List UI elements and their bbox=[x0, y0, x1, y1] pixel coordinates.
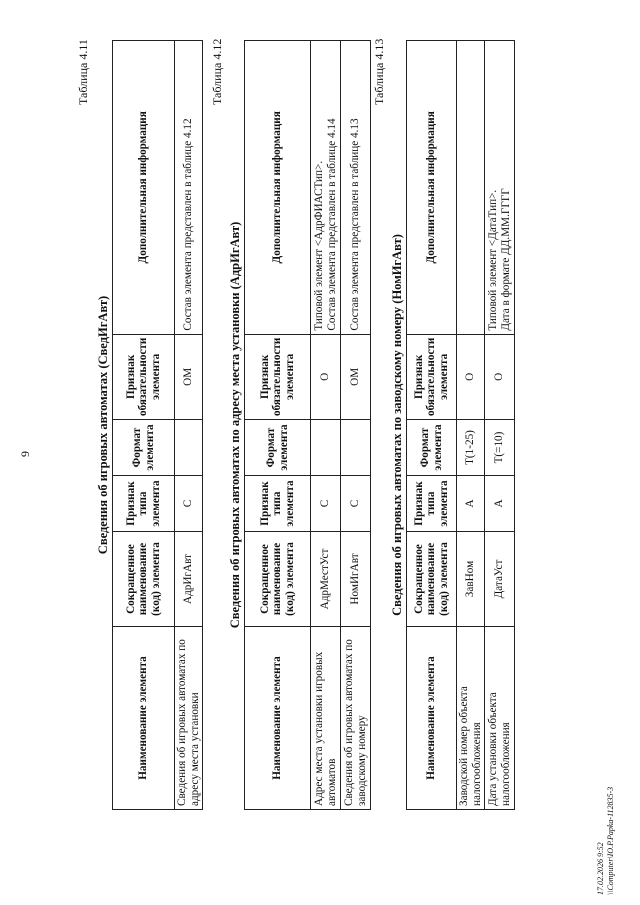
table-header-row bbox=[245, 41, 311, 810]
cell-format bbox=[341, 420, 371, 476]
table-4-11-label: Таблица 4.11 bbox=[76, 39, 90, 105]
header-cell: Наименование элемента bbox=[113, 627, 175, 810]
cell-name: Сведения об игровых автоматах по адресу места установки bbox=[175, 627, 203, 810]
footer-date: 17.02.2026 9:52 bbox=[596, 842, 605, 895]
table-4-11 bbox=[112, 40, 203, 810]
cell-code: НомИгАвт bbox=[341, 532, 371, 627]
cell-type: А bbox=[485, 476, 515, 532]
info-line: Состав элемента представлен в таблице 4.14 bbox=[325, 118, 338, 331]
header-cell: Дополнительная информация bbox=[245, 41, 311, 335]
table-row bbox=[341, 41, 371, 810]
header-cell: Наименование элемента bbox=[245, 627, 311, 810]
cell-format bbox=[175, 420, 203, 476]
cell-name: Дата установки объекта налогообложения bbox=[485, 627, 515, 810]
header-cell: Формат элемента bbox=[113, 420, 175, 476]
info-line: Дата в формате ДД.ММ.ГГГГ bbox=[499, 188, 512, 331]
table-header-row bbox=[113, 41, 175, 810]
footer-stamp bbox=[596, 787, 615, 895]
table-4-11-caption: Сведения об игровых автоматах (СведИгАвт) bbox=[96, 295, 110, 555]
cell-code: АдрМестУст bbox=[311, 532, 341, 627]
cell-code: ЗавНом bbox=[457, 532, 485, 627]
cell-format bbox=[311, 420, 341, 476]
table-4-13 bbox=[406, 40, 515, 810]
cell-code: ДатаУст bbox=[485, 532, 515, 627]
cell-info bbox=[485, 41, 515, 335]
cell-info bbox=[311, 41, 341, 335]
table-4-12-caption: Сведения об игровых автоматах по адресу места установки (АдрИгАвт) bbox=[228, 221, 242, 629]
cell-required: О bbox=[457, 334, 485, 419]
header-cell: Признак обязательности элемента bbox=[245, 334, 311, 419]
cell-name: Сведения об игровых автоматах по заводскому номеру bbox=[341, 627, 371, 810]
table-4-13-caption: Сведения об игровых автоматах по заводскому номеру (НомИгАвт) bbox=[390, 234, 404, 616]
header-cell: Признак типа элемента bbox=[113, 476, 175, 532]
header-cell: Сокращенное наименование (код) элемента bbox=[113, 532, 175, 627]
table-row bbox=[485, 41, 515, 810]
info-line: Типовой элемент <АдрФИАСТип>. bbox=[312, 160, 325, 331]
cell-name: Адрес места установки игровых автоматов bbox=[311, 627, 341, 810]
cell-info: Состав элемента представлен в таблице 4.13 bbox=[341, 41, 371, 335]
cell-required: ОМ bbox=[175, 334, 203, 419]
page-number: 9 bbox=[18, 451, 32, 457]
cell-code: АдрИгАвт bbox=[175, 532, 203, 627]
header-cell: Формат элемента bbox=[407, 420, 457, 476]
header-cell: Признак типа элемента bbox=[407, 476, 457, 532]
header-cell: Признак обязательности элемента bbox=[113, 334, 175, 419]
header-cell: Признак обязательности элемента bbox=[407, 334, 457, 419]
cell-format: Т(1-25) bbox=[457, 420, 485, 476]
header-cell: Наименование элемента bbox=[407, 627, 457, 810]
header-cell: Дополнительная информация bbox=[407, 41, 457, 335]
cell-info bbox=[457, 41, 485, 335]
header-cell: Сокращенное наименование (код) элемента bbox=[407, 532, 457, 627]
table-row bbox=[175, 41, 203, 810]
table-header-row bbox=[407, 41, 457, 810]
cell-type: С bbox=[341, 476, 371, 532]
table-4-12-label: Таблица 4.12 bbox=[210, 38, 224, 105]
cell-type: А bbox=[457, 476, 485, 532]
cell-type: С bbox=[175, 476, 203, 532]
header-cell: Дополнительная информация bbox=[113, 41, 175, 335]
cell-info: Состав элемента представлен в таблице 4.12 bbox=[175, 41, 203, 335]
header-cell: Сокращенное наименование (код) элемента bbox=[245, 532, 311, 627]
table-row bbox=[457, 41, 485, 810]
cell-required: О bbox=[485, 334, 515, 419]
table-4-13-label: Таблица 4.13 bbox=[372, 38, 386, 105]
cell-name: Заводской номер объекта налогообложения bbox=[457, 627, 485, 810]
cell-format: Т(=10) bbox=[485, 420, 515, 476]
cell-required: ОМ bbox=[341, 334, 371, 419]
cell-required: О bbox=[311, 334, 341, 419]
footer-path: \\Computer\IO.P.Papka-112835-3 bbox=[605, 786, 615, 895]
header-cell: Формат элемента bbox=[245, 420, 311, 476]
table-4-12 bbox=[244, 40, 371, 810]
header-cell: Признак типа элемента bbox=[245, 476, 311, 532]
table-row bbox=[311, 41, 341, 810]
info-line: Типовой элемент <ДатаТип>. bbox=[487, 189, 500, 331]
cell-type: С bbox=[311, 476, 341, 532]
